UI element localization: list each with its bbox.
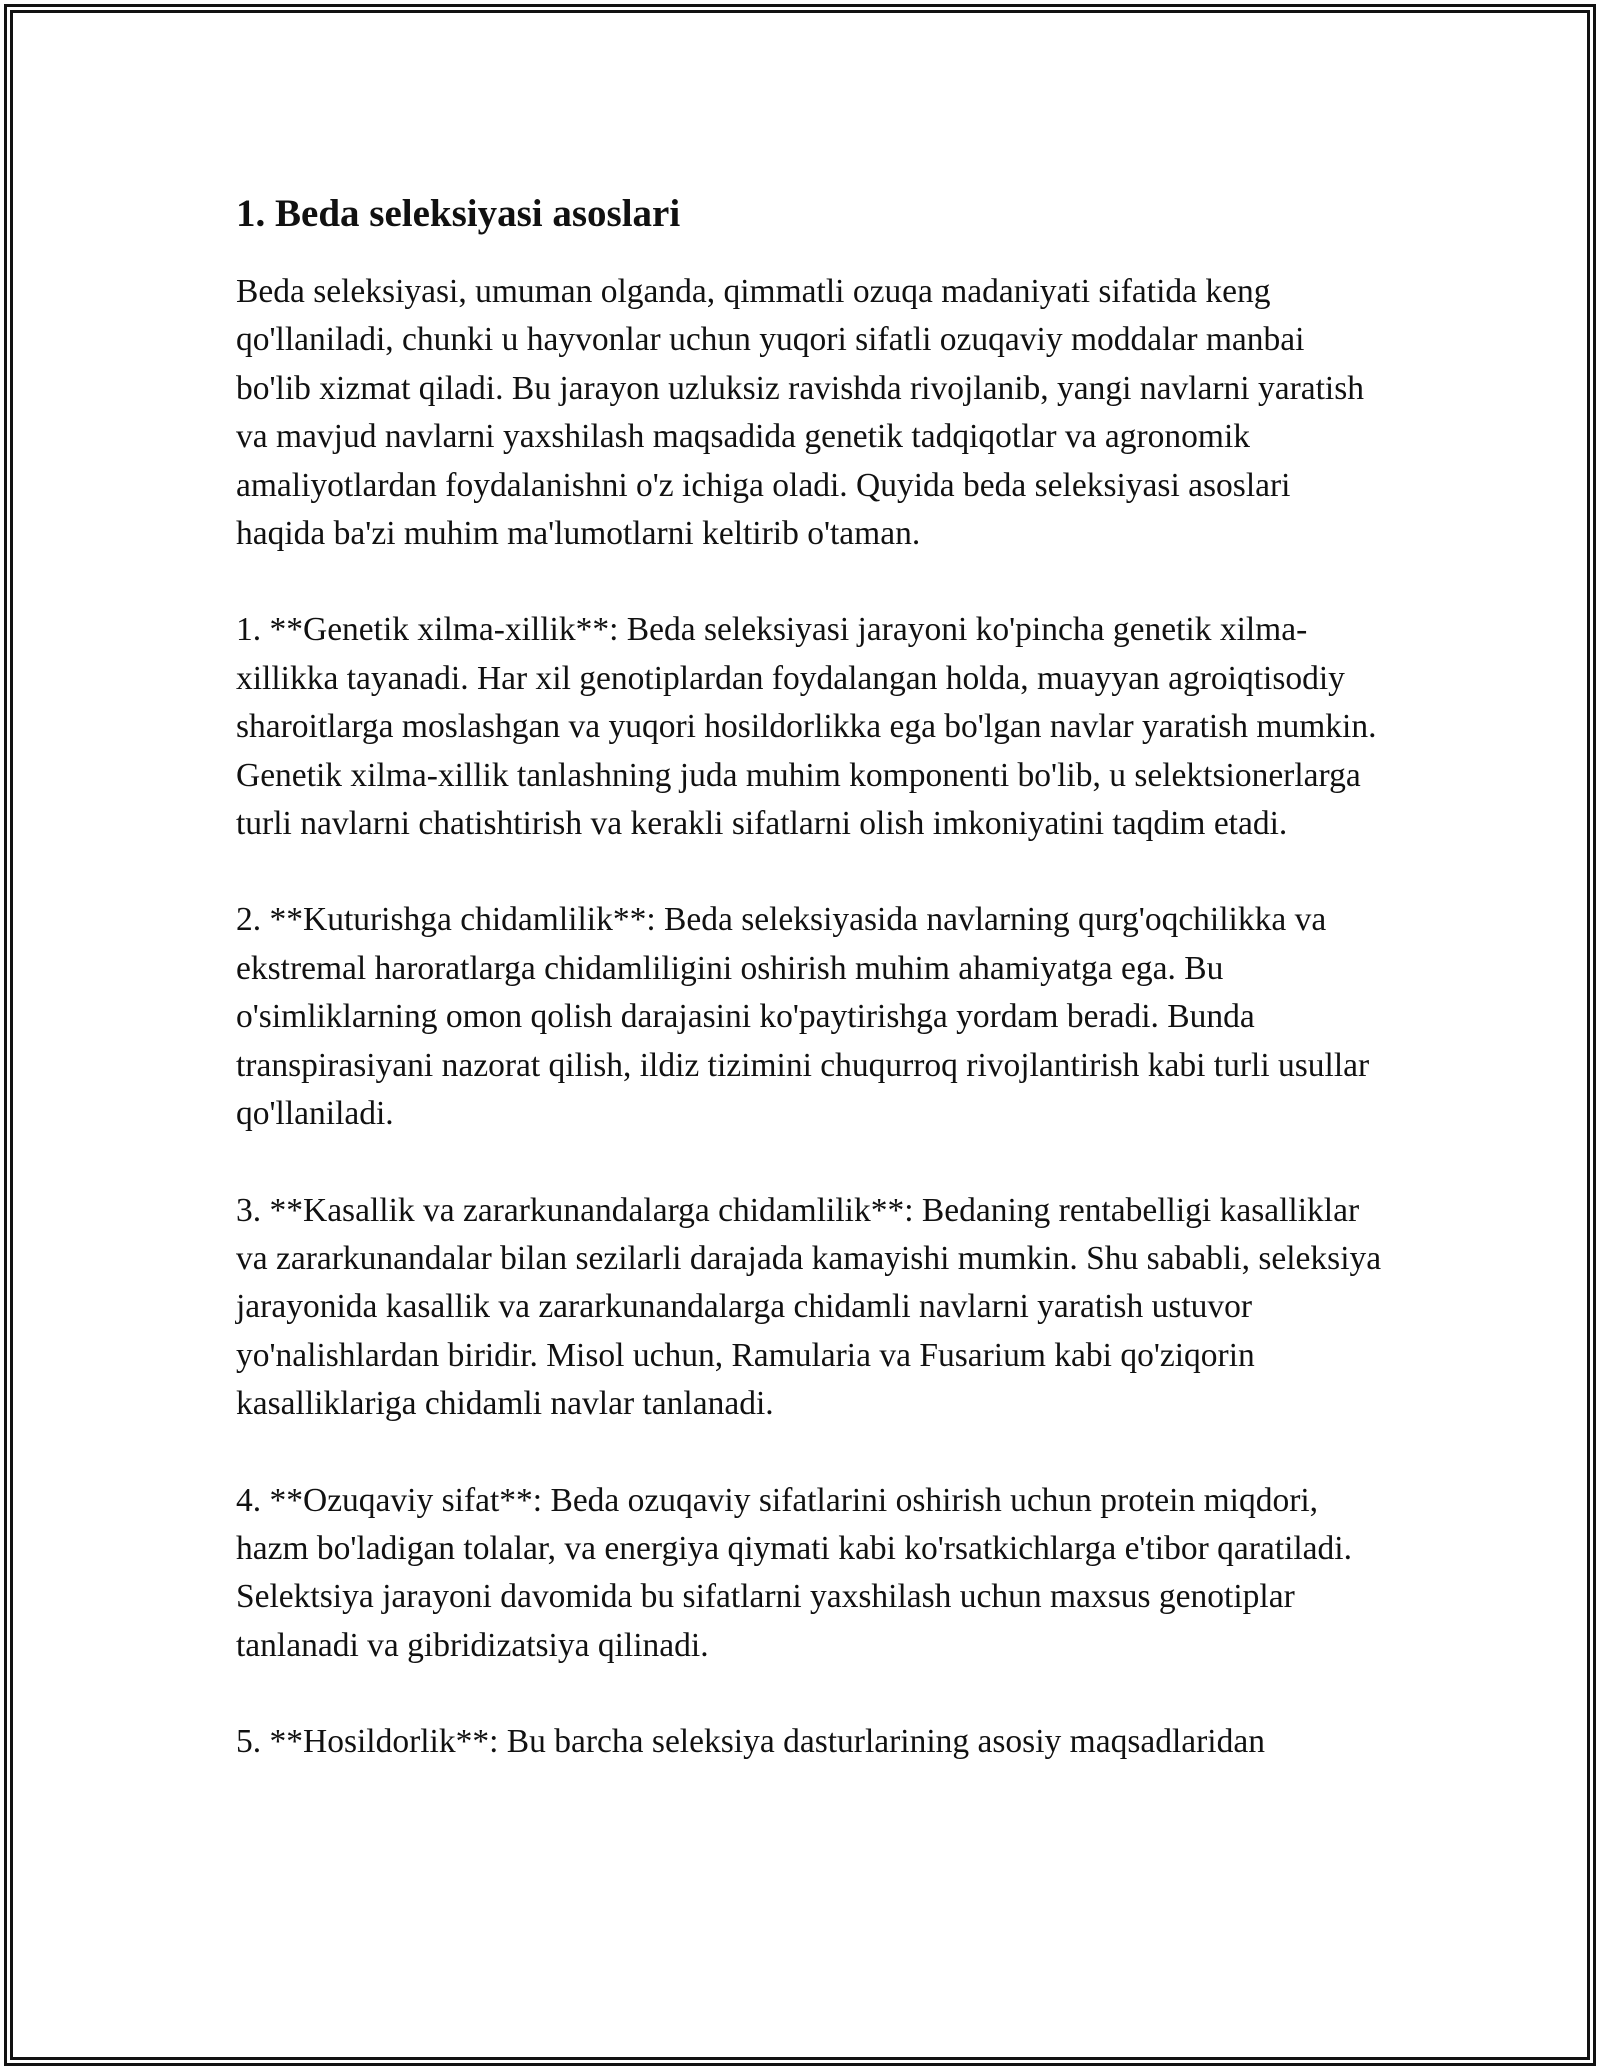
document-body — [236, 186, 1386, 1767]
paragraph-disease-resistance: 3. **Kasallik va zararkunandalarga chidamlilik**: Bedaning rentabelligi kasalliklar va zararkunandalar bilan sezilarli darajada kamayishi mumkin. Shu sababli, seleksiya jarayonida kasallik va zararkunandalarga chidamli navlarni yaratish ustuvor yo'nalishlardan biridir. Misol uchun, Ramularia va Fusarium kabi qo'ziqorin kasalliklariga chidamli navlar tanlanadi. — [236, 1191, 1382, 1423]
paragraph-genetic-diversity: 1. **Genetik xilma-xillik**: Beda seleksiyasi jarayoni ko'pincha genetik xilma-xillikka tayanadi. Har xil genotiplardan foydalangan holda, muayyan agroiqtisodiy sharoitlarga moslashgan va yuqori hosildorlikka ega bo'lgan navlar yaratish mumkin. Genetik xilma-xillik tanlashning juda muhim komponenti bo'lib, u selektsionerlarga turli navlarni chatishtirish va kerakli sifatlarni olish imkoniyatini taqdim etadi. — [236, 611, 1377, 843]
paragraph-drought-resistance: 2. **Kuturishga chidamlilik**: Beda seleksiyasida navlarning qurg'oqchilikka va ekstremal haroratlarga chidamliligini oshirish muhim ahamiyatga ega. Bu o'simliklarning omon qolish darajasini ko'paytirishga yordam beradi. Bunda transpirasiyani nazorat qilish, ildiz tizimini chuqurroq rivojlantirish kabi turli usullar qo'llaniladi. — [236, 901, 1370, 1133]
intro-paragraph: Beda seleksiyasi, umuman olganda, qimmatli ozuqa madaniyati sifatida keng qo'llaniladi, chunki u hayvonlar uchun yuqori sifatli ozuqaviy moddalar manbai bo'lib xizmat qiladi. Bu jarayon uzluksiz ravishda rivojlanib, yangi navlarni yaratish va mavjud navlarni yaxshilash maqsadida genetik tadqiqotlar va agronomik amaliyotlardan foydalanishni o'z ichiga oladi. Quyida beda seleksiyasi asoslari haqida ba'zi muhim ma'lumotlarni keltirib o'taman. — [236, 273, 1365, 553]
paragraph-yield: 5. **Hosildorlik**: Bu barcha seleksiya dasturlarining asosiy maqsadlaridan — [236, 1723, 1265, 1761]
document-title: 1. Beda seleksiyasi asoslari — [236, 192, 681, 235]
paragraph-nutritional-quality: 4. **Ozuqaviy sifat**: Beda ozuqaviy sifatlarini oshirish uchun protein miqdori, hazm bo'ladigan tolalar, va energiya qiymati kabi ko'rsatkichlarga e'tibor qaratiladi. Selektsiya jarayoni davomida bu sifatlarni yaxshilash uchun maxsus genotiplar tanlanadi va gibridizatsiya qilinadi. — [236, 1481, 1352, 1664]
